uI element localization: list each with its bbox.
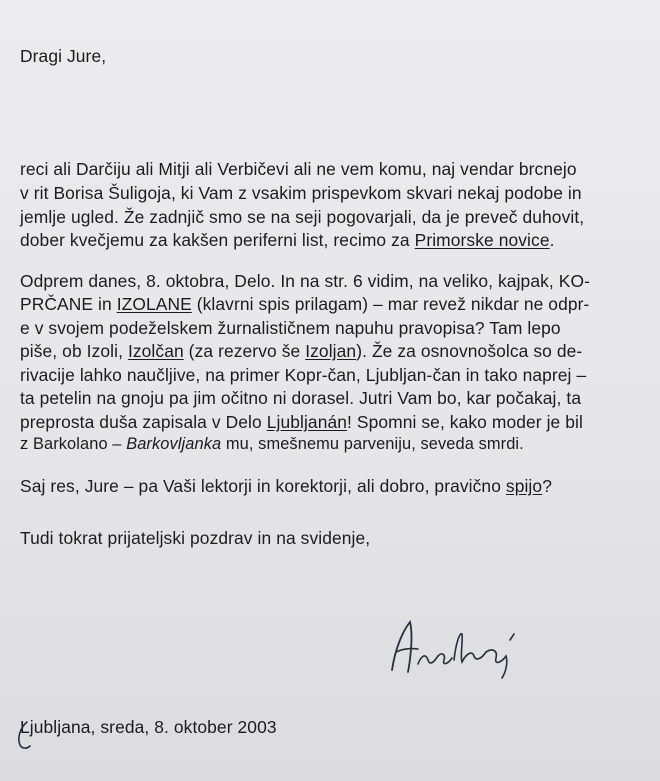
paragraph-2-text: preprosta duša zapisala v Delo [20,412,267,432]
paragraph-2-line-2 [20,292,589,316]
paragraph-2-line-5: rivacije lahko naučljive, na primer Kopr-čan, Ljubljan-čan in tako naprej – [20,365,587,385]
underlined-word: spijo [505,476,543,496]
paragraph-2-text: piše, ob Izoli, [20,341,128,361]
paragraph-2-text: PRČANE in [20,294,117,314]
paragraph-2-text: (klavrni spis prilagam) – mar revež nikdar ne odpr- [191,294,590,314]
paragraph-1-line-3: jemlje ugled. Že zadnjič smo se na seji pogovarjali, da je preveč duhovit, [20,207,585,227]
underlined-word: IZOLANE [116,294,192,314]
place-and-date: Ljubljana, sreda, 8. oktober 2003 [20,717,277,737]
paragraph-2-line-8 [20,432,524,456]
paragraph-2-text: ). Že za osnovnošolca so de- [356,341,583,361]
paragraph-2-text: mu, smešnemu parveniju, seveda smrdi. [221,435,524,453]
paragraph-2-text: (za rezervo še [183,341,306,361]
paragraph-2-line-3: e v svojem podeželskem žurnalističnem napuhu pravopisa? Tam lepo [20,318,561,338]
greeting: Dragi Jure, [20,46,107,66]
pen-mark [12,718,34,752]
underlined-word: Izoljan [305,341,357,361]
paragraph-3 [20,474,552,498]
punctuation: ? [542,476,552,496]
italic-word: Barkovljanka [126,435,222,453]
underlined-word: Izolčan [127,341,184,361]
paragraph-2-line-7 [20,410,583,434]
paragraph-2-text: z Barkolano – [20,435,127,453]
paragraph-2-text: ! Spomni se, kako moder je bil [347,412,583,432]
handwritten-signature [386,612,536,682]
closing-line: Tudi tokrat prijateljski pozdrav in na svidenje, [20,528,371,548]
paragraph-1-line-4 [20,228,555,252]
paragraph-2-line-6: ta petelin na gnoju pa jim očitno ni dorasel. Jutri Vam bo, kar počakaj, ta [20,388,582,408]
paragraph-1-line-1: reci ali Darčiju ali Mitji ali Verbičevi ali ne vem komu, naj vendar brcnejo [20,159,577,179]
punctuation: . [549,230,555,250]
paragraph-1-text: dober kvečjemu za kakšen periferni list, recimo za [20,230,415,250]
paragraph-2-line-1: Odprem danes, 8. oktobra, Delo. In na str. 6 vidim, na veliko, kajpak, KO- [20,271,590,291]
paragraph-3-text: Saj res, Jure – pa Vaši lektorji in korektorji, ali dobro, pravično [20,476,506,496]
paragraph-1-line-2: v rit Borisa Šuligoja, ki Vam z vsakim prispevkom skvari nekaj podobe in [20,183,582,203]
paragraph-2-line-4 [20,339,582,363]
underlined-word: Primorske novice [414,230,550,250]
underlined-word: Ljubljanán [266,412,348,432]
